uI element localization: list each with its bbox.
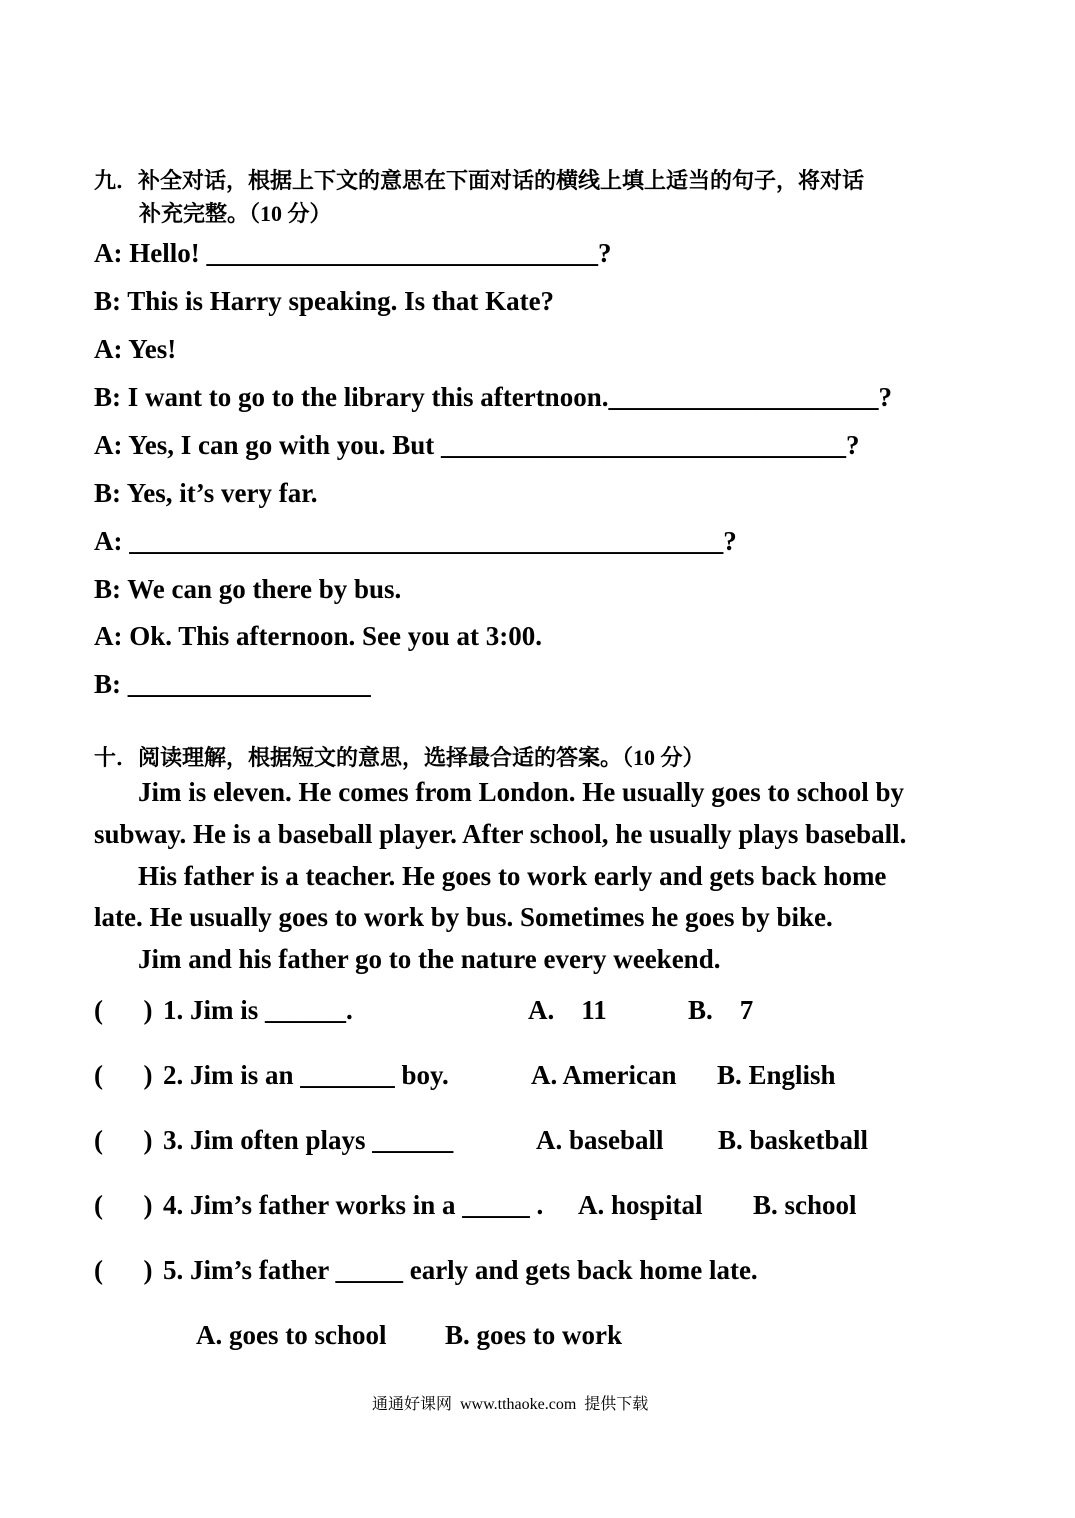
question-stem: 1. Jim is ______. <box>163 995 353 1025</box>
dialogue-line: A: Hello! _____________________________? <box>94 238 612 268</box>
question-answer-paren[interactable]: ( ) <box>94 1060 153 1090</box>
dialogue-line: B: This is Harry speaking. Is that Kate? <box>94 286 555 316</box>
answer-blank[interactable]: ____________________ <box>608 382 879 412</box>
option-a: A. baseball <box>536 1125 664 1155</box>
passage-line: His father is a teacher. He goes to work early and gets back home <box>138 861 887 891</box>
option-b: B. goes to work <box>445 1320 622 1350</box>
passage-line: late. He usually goes to work by bus. Sometimes he goes by bike. <box>94 902 833 932</box>
question-answer-paren[interactable]: ( ) <box>94 1190 153 1220</box>
option-b: B. English <box>717 1060 836 1090</box>
question-answer-paren[interactable]: ( ) <box>94 995 153 1025</box>
dialogue-line: A: Yes! <box>94 334 177 364</box>
option-b: B. basketball <box>718 1125 869 1155</box>
passage-line: subway. He is a baseball player. After school, he usually plays baseball. <box>94 819 907 849</box>
dialogue-line: A: Ok. This afternoon. See you at 3:00. <box>94 621 543 651</box>
section9-title-line1: 九．补全对话，根据上下文的意思在下面对话的横线上填上适当的句子，将对话 <box>94 168 865 193</box>
dialogue-line: B: Yes, it’s very far. <box>94 478 318 508</box>
dialogue-line: B: I want to go to the library this aftertnoon.____________________? <box>94 382 892 412</box>
answer-blank[interactable]: ______________________________ <box>441 430 847 460</box>
question-stem: 3. Jim often plays ______ <box>163 1125 454 1155</box>
answer-blank[interactable]: _____________________________ <box>206 238 598 268</box>
question-stem: 5. Jim’s father _____ early and gets back home late. <box>163 1255 758 1285</box>
section10-title: 十．阅读理解，根据短文的意思，选择最合适的答案。（10 分） <box>94 745 705 770</box>
dialogue-line: B: We can go there by bus. <box>94 574 402 604</box>
answer-blank[interactable]: __________________ <box>127 669 371 699</box>
question-answer-paren[interactable]: ( ) <box>94 1125 153 1155</box>
passage-line: Jim and his father go to the nature every weekend. <box>138 944 721 974</box>
section9-title-line2: 补充完整。（10 分） <box>139 201 332 226</box>
option-b: B. school <box>753 1190 857 1220</box>
question-stem: 4. Jim’s father works in a _____ . <box>163 1190 544 1220</box>
answer-blank[interactable]: ____________________________________________ <box>129 526 724 556</box>
option-a: A. American <box>531 1060 677 1090</box>
dialogue-line: B: __________________ <box>94 669 371 699</box>
question-answer-paren[interactable]: ( ) <box>94 1255 153 1285</box>
passage-line: Jim is eleven. He comes from London. He usually goes to school by <box>138 777 904 807</box>
option-a: A. 11 <box>528 995 607 1025</box>
footer-source: 通通好课网 www.tthaoke.com 提供下载 <box>372 1396 649 1413</box>
option-a: A. goes to school <box>196 1320 387 1350</box>
dialogue-line: A: Yes, I can go with you. But ______________________________? <box>94 430 860 460</box>
option-b: B. 7 <box>688 995 754 1025</box>
option-a: A. hospital <box>578 1190 703 1220</box>
dialogue-line: A: ____________________________________________? <box>94 526 737 556</box>
question-stem: 2. Jim is an _______ boy. <box>163 1060 449 1090</box>
